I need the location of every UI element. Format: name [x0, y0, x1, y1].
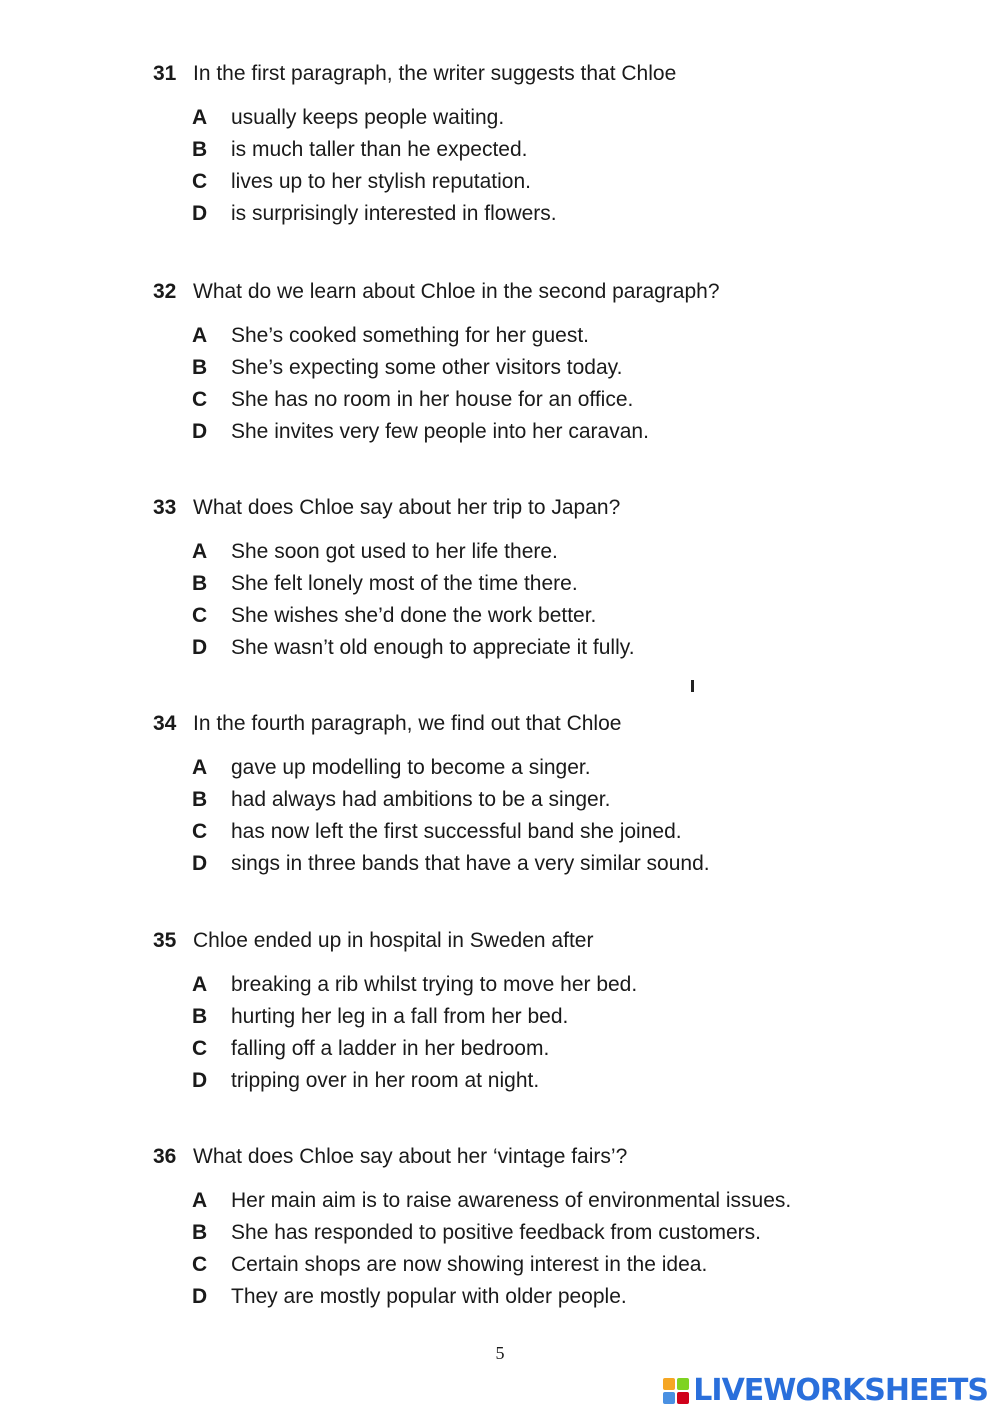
option-c[interactable] — [192, 604, 953, 636]
option-letter: B — [192, 1005, 208, 1028]
option-b[interactable] — [192, 572, 953, 604]
option-text: tripping over in her room at night. — [231, 1069, 540, 1092]
option-b[interactable] — [192, 1005, 953, 1037]
option-letter: B — [192, 1221, 208, 1244]
option-list — [192, 540, 953, 668]
option-c[interactable] — [192, 1253, 953, 1285]
option-text: gave up modelling to become a singer. — [231, 756, 591, 779]
option-b[interactable] — [192, 1221, 953, 1253]
option-text: lives up to her stylish reputation. — [231, 170, 531, 193]
option-letter: C — [192, 820, 208, 843]
option-c[interactable] — [192, 170, 953, 202]
question-number: 32 — [153, 280, 177, 303]
option-text: She’s expecting some other visitors today. — [231, 356, 623, 379]
option-c[interactable] — [192, 1037, 953, 1069]
option-letter: D — [192, 1285, 208, 1308]
option-letter: D — [192, 202, 208, 225]
option-list — [192, 756, 953, 884]
option-d[interactable] — [192, 202, 953, 234]
option-letter: A — [192, 1189, 208, 1212]
option-text: hurting her leg in a fall from her bed. — [231, 1005, 569, 1028]
question-text: Chloe ended up in hospital in Sweden after — [193, 929, 594, 952]
option-text: is surprisingly interested in flowers. — [231, 202, 557, 225]
question-number: 35 — [153, 929, 177, 952]
option-a[interactable] — [192, 540, 953, 572]
option-d[interactable] — [192, 1069, 953, 1101]
option-letter: B — [192, 788, 208, 811]
option-d[interactable] — [192, 636, 953, 668]
option-text: She invites very few people into her caravan. — [231, 420, 649, 443]
question-31 — [153, 62, 953, 234]
option-letter: D — [192, 420, 208, 443]
page-number: 5 — [495, 1343, 505, 1363]
option-letter: D — [192, 636, 208, 659]
question-36 — [153, 1145, 953, 1317]
option-c[interactable] — [192, 820, 953, 852]
brand-name: LIVEWORKSHEETS — [693, 1373, 988, 1408]
option-letter: C — [192, 1253, 208, 1276]
question-stem — [153, 280, 953, 310]
question-number: 33 — [153, 496, 177, 519]
option-letter: A — [192, 973, 208, 996]
option-text: is much taller than he expected. — [231, 138, 528, 161]
option-list — [192, 106, 953, 234]
option-a[interactable] — [192, 106, 953, 138]
question-stem — [153, 62, 953, 92]
question-stem — [153, 929, 953, 959]
question-33 — [153, 496, 953, 668]
option-letter: A — [192, 540, 208, 563]
option-b[interactable] — [192, 788, 953, 820]
option-letter: B — [192, 138, 208, 161]
option-a[interactable] — [192, 1189, 953, 1221]
option-text: She wishes she’d done the work better. — [231, 604, 597, 627]
liveworksheets-logo-icon — [663, 1378, 689, 1404]
option-text: She’s cooked something for her guest. — [231, 324, 589, 347]
question-stem — [153, 496, 953, 526]
option-letter: A — [192, 324, 208, 347]
option-b[interactable] — [192, 138, 953, 170]
question-number: 31 — [153, 62, 177, 85]
option-c[interactable] — [192, 388, 953, 420]
option-text: They are mostly popular with older people. — [231, 1285, 627, 1308]
option-d[interactable] — [192, 1285, 953, 1317]
option-text: usually keeps people waiting. — [231, 106, 505, 129]
option-letter: D — [192, 1069, 208, 1092]
option-text: She felt lonely most of the time there. — [231, 572, 578, 595]
option-b[interactable] — [192, 356, 953, 388]
option-letter: B — [192, 572, 208, 595]
question-number: 34 — [153, 712, 177, 735]
option-a[interactable] — [192, 973, 953, 1005]
option-text: has now left the first successful band she joined. — [231, 820, 682, 843]
option-letter: B — [192, 356, 208, 379]
option-text: She wasn’t old enough to appreciate it fully. — [231, 636, 635, 659]
question-35 — [153, 929, 953, 1101]
question-text: What does Chloe say about her ‘vintage fairs’? — [193, 1145, 628, 1168]
option-letter: C — [192, 1037, 208, 1060]
option-text: Certain shops are now showing interest in the idea. — [231, 1253, 708, 1276]
option-letter: C — [192, 388, 208, 411]
option-text: She soon got used to her life there. — [231, 540, 558, 563]
option-a[interactable] — [192, 756, 953, 788]
option-list — [192, 1189, 953, 1317]
question-text: What do we learn about Chloe in the second paragraph? — [193, 280, 720, 303]
option-list — [192, 324, 953, 452]
option-d[interactable] — [192, 852, 953, 884]
option-text: Her main aim is to raise awareness of environmental issues. — [231, 1189, 792, 1212]
option-text: She has no room in her house for an office. — [231, 388, 634, 411]
question-number: 36 — [153, 1145, 177, 1168]
option-a[interactable] — [192, 324, 953, 356]
option-letter: C — [192, 170, 208, 193]
option-d[interactable] — [192, 420, 953, 452]
question-stem — [153, 712, 953, 742]
stray-mark — [691, 680, 694, 692]
option-text: breaking a rib whilst trying to move her bed. — [231, 973, 638, 996]
option-letter: C — [192, 604, 208, 627]
liveworksheets-logo — [663, 1373, 988, 1408]
question-text: In the first paragraph, the writer suggests that Chloe — [193, 62, 677, 85]
question-34 — [153, 712, 953, 884]
question-text: In the fourth paragraph, we find out that Chloe — [193, 712, 622, 735]
question-32 — [153, 280, 953, 452]
option-text: falling off a ladder in her bedroom. — [231, 1037, 550, 1060]
option-text: She has responded to positive feedback from customers. — [231, 1221, 761, 1244]
option-letter: A — [192, 756, 208, 779]
option-list — [192, 973, 953, 1101]
option-text: had always had ambitions to be a singer. — [231, 788, 611, 811]
question-text: What does Chloe say about her trip to Japan? — [193, 496, 621, 519]
option-letter: D — [192, 852, 208, 875]
option-text: sings in three bands that have a very similar sound. — [231, 852, 710, 875]
option-letter: A — [192, 106, 208, 129]
question-stem — [153, 1145, 953, 1175]
